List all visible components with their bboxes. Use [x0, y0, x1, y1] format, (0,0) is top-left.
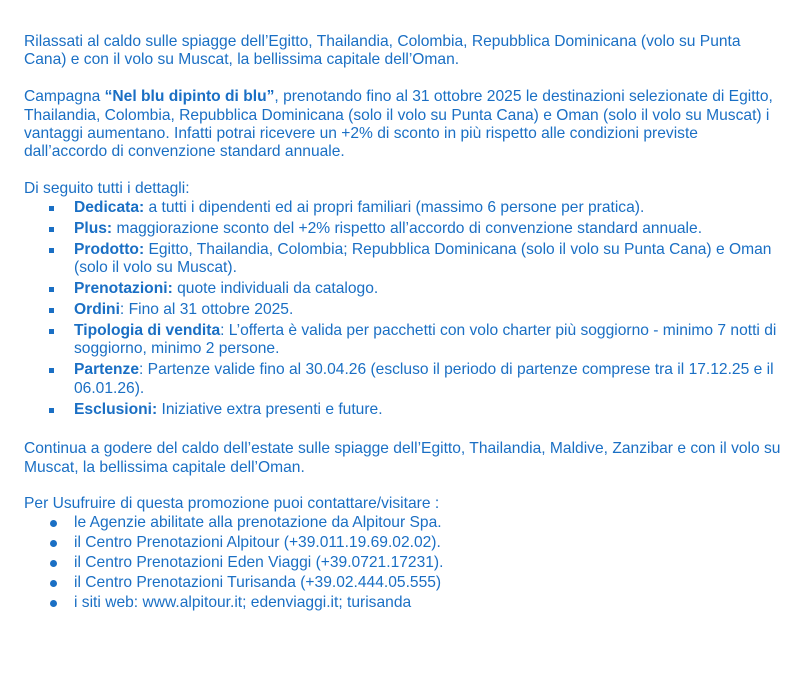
dot-bullet-icon	[50, 540, 57, 547]
intro-paragraph: Rilassati al caldo sulle spiagge dell’Egitto, Thailandia, Colombia, Repubblica Dominicana (volo su Punta Cana) e con il volo su Muscat, la bellissima capitale dell’Oman.	[24, 33, 741, 69]
contact-text: il Centro Prenotazioni Alpitour (+39.011.19.69.02.02).	[74, 533, 441, 551]
promo-document	[24, 33, 784, 614]
spacer	[24, 422, 784, 440]
spacer	[24, 70, 784, 88]
detail-label: Tipologia di vendita	[74, 322, 221, 340]
detail-text: a tutti i dipendenti ed ai propri familiari (massimo 6 persone per pratica).	[144, 198, 645, 216]
dot-bullet-icon	[50, 560, 57, 567]
spacer	[24, 477, 784, 495]
detail-text: : L’offerta è valida per pacchetti con volo charter più soggiorno - minimo 7 notti di soggiorno, minimo 2 persone.	[74, 322, 777, 358]
dot-bullet-icon	[50, 580, 57, 587]
spacer	[24, 162, 784, 180]
square-bullet-icon	[49, 308, 54, 313]
detail-item-dedicata	[24, 199, 784, 217]
contact-item-agenzie	[24, 514, 784, 532]
detail-item-plus	[24, 220, 784, 238]
square-bullet-icon	[49, 206, 54, 211]
detail-label: Plus:	[74, 219, 113, 237]
detail-text: : Fino al 31 ottobre 2025.	[119, 301, 294, 319]
contact-item-alpitour	[24, 534, 784, 552]
detail-item-prenotazioni	[24, 280, 784, 298]
contact-item-turisanda	[24, 574, 784, 592]
continue-paragraph: Continua a godere del caldo dell’estate sulle spiagge dell’Egitto, Thailandia, Maldive, Zanzibar e con il volo su Muscat, la bellissima capitale dell’Oman.	[24, 440, 781, 476]
campaign-prefix: Campagna	[24, 88, 105, 106]
detail-label: Esclusioni:	[74, 400, 158, 418]
detail-item-ordini	[24, 301, 784, 319]
square-bullet-icon	[49, 368, 54, 373]
contact-text: il Centro Prenotazioni Turisanda (+39.02.444.05.555)	[74, 573, 442, 591]
detail-label: Partenze	[74, 361, 140, 379]
details-heading: Di seguito tutti i dettagli:	[24, 180, 190, 198]
contacts-list	[24, 514, 784, 612]
contact-item-websites	[24, 594, 784, 612]
detail-text: : Partenze valide fino al 30.04.26 (escluso il periodo di partenze comprese tra il 17.12.25 e il 06.01.26).	[74, 361, 774, 397]
detail-label: Prenotazioni:	[74, 280, 173, 298]
square-bullet-icon	[49, 248, 54, 253]
details-list	[24, 199, 784, 420]
detail-item-tipologia	[24, 322, 784, 359]
contact-text: il Centro Prenotazioni Eden Viaggi (+39.0721.17231).	[74, 553, 444, 571]
square-bullet-icon	[49, 329, 54, 334]
detail-text: quote individuali da catalogo.	[172, 280, 379, 298]
detail-label: Dedicata:	[74, 198, 145, 216]
detail-text: maggiorazione sconto del +2% rispetto all’accordo di convenzione standard annuale.	[112, 219, 703, 237]
detail-text: Iniziative extra presenti e future.	[157, 400, 383, 418]
square-bullet-icon	[49, 227, 54, 232]
detail-label: Ordini	[74, 301, 120, 319]
detail-item-esclusioni	[24, 401, 784, 419]
contact-item-eden-viaggi	[24, 554, 784, 572]
detail-label: Prodotto:	[74, 240, 145, 258]
campaign-paragraph	[24, 88, 784, 162]
detail-item-partenze	[24, 361, 784, 398]
contact-heading: Per Usufruire di questa promozione puoi contattare/visitare :	[24, 495, 440, 513]
square-bullet-icon	[49, 408, 54, 413]
dot-bullet-icon	[50, 520, 57, 527]
contact-text: le Agenzie abilitate alla prenotazione da Alpitour Spa.	[74, 513, 442, 531]
detail-text: Egitto, Thailandia, Colombia; Repubblica Dominicana (solo il volo su Punta Cana) e Oman (solo il volo su Muscat).	[74, 240, 772, 277]
square-bullet-icon	[49, 287, 54, 292]
dot-bullet-icon	[50, 600, 57, 607]
detail-item-prodotto	[24, 241, 784, 278]
contact-text: i siti web: www.alpitour.it; edenviaggi.it; turisanda	[74, 593, 412, 611]
campaign-name: “Nel blu dipinto di blu”	[104, 88, 275, 106]
campaign-text: , prenotando fino al 31 ottobre 2025 le destinazioni selezionate di Egitto, Thailandia, Colombia, Repubblica Dominicana (solo il volo su Punta Cana) e Oman (solo il volo su Muscat) i vantaggi aumentano. Infatti potrai ricevere un +2% di sconto in più rispetto alle condizioni previste dall’accordo di convenzione standard annuale.	[24, 88, 773, 161]
